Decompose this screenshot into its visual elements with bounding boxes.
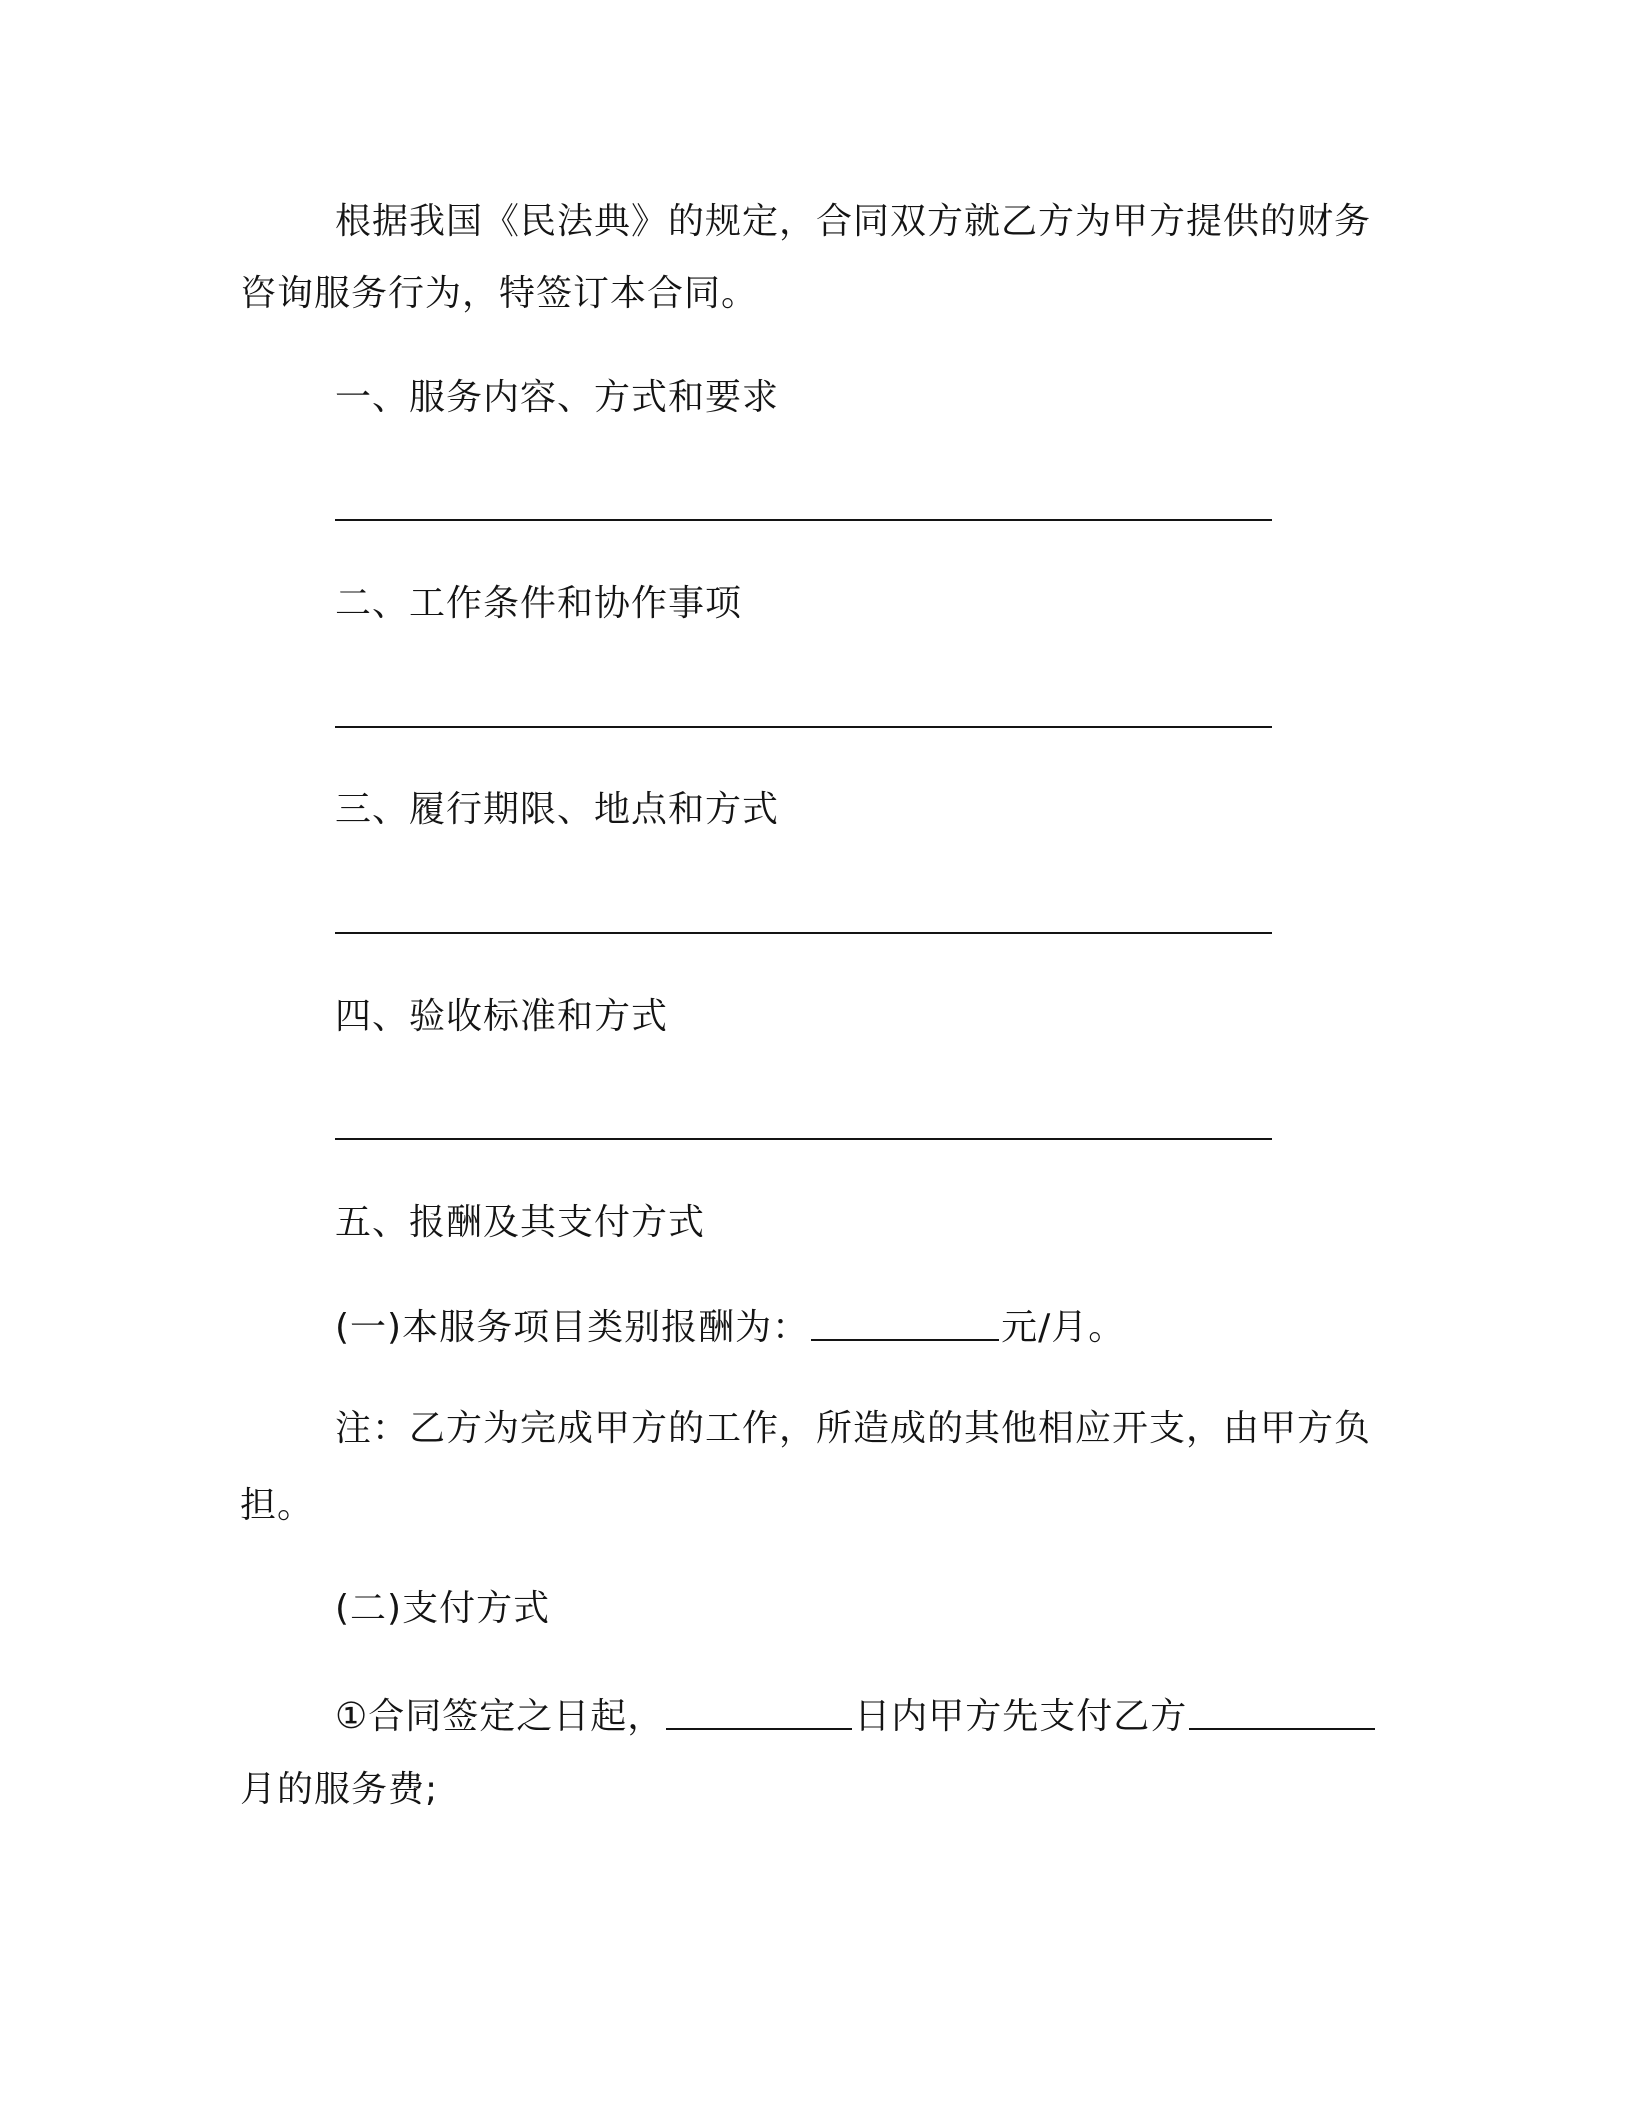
fill-in-blank-line-3[interactable]	[335, 932, 1272, 934]
section-heading-work-conditions: 二、工作条件和协作事项	[335, 583, 743, 624]
intro-line-2: 咨询服务行为，特签订本合同。	[240, 273, 759, 314]
note-line-2: 担。	[240, 1485, 315, 1526]
section-heading-acceptance-standard: 四、验收标准和方式	[335, 996, 669, 1037]
fill-in-blank-line-1[interactable]	[335, 519, 1272, 521]
remuneration-suffix: 元/月。	[1001, 1307, 1126, 1348]
section-heading-performance-term: 三、履行期限、地点和方式	[335, 789, 780, 830]
payment-clause-1-part-1: ①合同签定之日起，	[335, 1696, 665, 1737]
note-line-1: 注：乙方为完成甲方的工作，所造成的其他相应开支，由甲方负	[335, 1408, 1372, 1449]
payment-heading: (二)支付方式	[335, 1588, 551, 1629]
remuneration-prefix: (一)本服务项目类别报酬为：	[335, 1307, 810, 1348]
intro-line-1: 根据我国《民法典》的规定，合同双方就乙方为甲方提供的财务	[335, 201, 1372, 242]
payment-clause-1	[335, 1693, 1377, 1741]
section-heading-remuneration: 五、报酬及其支付方式	[335, 1202, 706, 1243]
payment-clause-1-line-2: 月的服务费;	[240, 1769, 439, 1810]
payment-days-blank[interactable]	[666, 1726, 852, 1730]
fill-in-blank-line-2[interactable]	[335, 726, 1272, 728]
remuneration-amount-blank[interactable]	[811, 1337, 999, 1341]
remuneration-clause	[335, 1304, 1125, 1352]
payment-clause-1-part-2: 日内甲方先支付乙方	[854, 1696, 1188, 1737]
payment-months-blank[interactable]	[1189, 1726, 1375, 1730]
fill-in-blank-line-4[interactable]	[335, 1138, 1272, 1140]
section-heading-service-content: 一、服务内容、方式和要求	[335, 377, 780, 418]
